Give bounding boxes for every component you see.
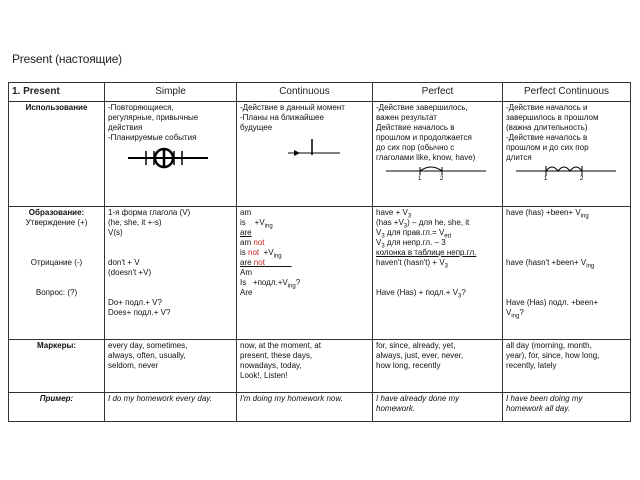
usage-pc-line: (важна длительность) <box>506 123 588 132</box>
marker-line: recently, lately <box>506 361 557 370</box>
header-perfect: Perfect <box>373 83 503 102</box>
formation-label-cell <box>9 207 105 340</box>
formation-simple <box>105 207 237 340</box>
marker-line: present, these days, <box>240 351 313 360</box>
marker-line: always, just, ever, never, <box>376 351 464 360</box>
marker-line: seldom, never <box>108 361 159 370</box>
marker-line: how long, recently <box>376 361 441 370</box>
example-perfect <box>373 393 503 422</box>
question-label: Вопрос: (?) <box>35 288 78 297</box>
form-cont-line: Are <box>240 288 253 297</box>
example-perfect-continuous <box>503 393 631 422</box>
usage-simple-line: -Повторяющиеся, <box>108 103 174 112</box>
markers-simple <box>105 340 237 393</box>
example-simple: I do my homework every day. <box>105 393 237 422</box>
form-perf-line: have + $V_3$ <box>376 208 412 220</box>
usage-perfect-line: Действие началось в <box>376 123 455 132</box>
marker-line: every day, sometimes, <box>108 341 188 350</box>
usage-pc-line: -Действие началось в <box>506 133 588 142</box>
neg-label: Отрицание (-) <box>30 258 83 267</box>
form-cont-line: Am <box>240 268 252 277</box>
markers-row <box>9 340 631 393</box>
marker-line: now, at the moment, at <box>240 341 321 350</box>
usage-continuous-line: -Планы на ближайшее <box>240 113 324 122</box>
example-line: I have been doing my <box>506 394 583 403</box>
form-cont-line: is not $+V_{ing}$ <box>240 248 282 260</box>
usage-continuous-line: -Действие в данный момент <box>240 103 345 112</box>
form-simple-line: don't + V <box>108 258 140 267</box>
usage-label: Использование <box>9 102 105 207</box>
example-continuous: I'm doing my homework now. <box>237 393 373 422</box>
usage-perfect-line: глаголами like, know, have) <box>376 153 476 162</box>
marker-line: Look!, Listen! <box>240 371 288 380</box>
affirm-label: Утверждение (+) <box>25 218 88 227</box>
form-cont-line: is $+V_{ing}$ <box>240 218 273 230</box>
marker-line: always, often, usually, <box>108 351 186 360</box>
marker-line: nowadays, today, <box>240 361 302 370</box>
example-line: I have already done my <box>376 394 460 403</box>
example-line: homework. <box>376 404 416 413</box>
form-cont-line: are not <box>240 258 265 267</box>
usage-simple-line: -Планируемые события <box>108 133 197 142</box>
usage-perfect-line: -Действие завершилось, <box>376 103 468 112</box>
marker-line: year), for, since, how long, <box>506 351 600 360</box>
markers-continuous <box>237 340 373 393</box>
timeline-perfect-continuous-icon <box>506 163 626 181</box>
timeline-now-icon <box>240 137 360 159</box>
example-label: Пример: <box>9 393 105 422</box>
usage-continuous-line: будущее <box>240 123 273 132</box>
example-line: homework all day. <box>506 404 570 413</box>
form-cont-line: are <box>240 228 252 237</box>
formation-perfect-continuous <box>503 207 631 340</box>
grammar-table <box>8 82 631 422</box>
form-pc-line: have (hasn't +been+ $V_{ing}$ <box>506 258 595 270</box>
usage-row <box>9 102 631 207</box>
markers-perfect <box>373 340 503 393</box>
form-perf-line: колонка в таблице непр.гл. <box>376 248 477 257</box>
form-cont-line: am not <box>240 238 265 247</box>
page-title: Present (настоящие) <box>12 52 122 66</box>
pc-t2-label: 2 <box>580 176 584 181</box>
formation-label: Образование: <box>28 208 85 217</box>
form-pc-line: $V_{ing}$? <box>506 308 524 320</box>
form-cont-line: Is $+подл.+V_{ing}$? <box>240 278 301 290</box>
formation-continuous <box>237 207 373 340</box>
header-row <box>9 83 631 102</box>
usage-perfect <box>373 102 503 207</box>
usage-pc-line: завершилось в прошлом <box>506 113 599 122</box>
formation-perfect <box>373 207 503 340</box>
example-row <box>9 393 631 422</box>
usage-pc-line: -Действие началось и <box>506 103 588 112</box>
usage-simple <box>105 102 237 207</box>
usage-simple-line: регулярные, привычные <box>108 113 199 122</box>
form-pc-line: have (has) +been+ $V_{ing}$ <box>506 208 589 220</box>
form-simple-line: V(s) <box>108 228 123 237</box>
form-perf-line: $(has +V_3)$ – для he, she, it <box>376 218 470 230</box>
header-continuous: Continuous <box>237 83 373 102</box>
perfect-t1-label: 1 <box>418 176 422 181</box>
form-pc-line: Have (Has) подл. +been+ <box>506 298 599 307</box>
usage-perfect-continuous <box>503 102 631 207</box>
markers-label: Маркеры: <box>9 340 105 393</box>
usage-simple-line: действия <box>108 123 143 132</box>
form-simple-line: Does+ подл.+ V? <box>108 308 171 317</box>
usage-perfect-line: до сих пор (обычно с <box>376 143 455 152</box>
timeline-repeat-icon <box>108 147 228 169</box>
form-perf-line: $V_3$ для непр.гл. – 3 <box>376 238 446 250</box>
form-perf-line: haven't (hasn't) + $V_3$ <box>376 258 448 270</box>
timeline-perfect-icon <box>376 163 496 181</box>
usage-pc-line: длится <box>506 153 532 162</box>
usage-continuous <box>237 102 373 207</box>
marker-line: all day (morning, month, <box>506 341 592 350</box>
usage-perfect-line: важен результат <box>376 113 437 122</box>
header-simple: Simple <box>105 83 237 102</box>
markers-perfect-continuous <box>503 340 631 393</box>
form-simple-line: 1-я форма глагола (V) <box>108 208 191 217</box>
usage-pc-line: прошлом и до сих пор <box>506 143 589 152</box>
marker-line: for, since, already, yet, <box>376 341 456 350</box>
form-cont-line: am <box>240 208 252 217</box>
form-perf-line: Have (Has) + подл.+ $V_3$? <box>376 288 466 300</box>
usage-perfect-line: прошлом и продолжается <box>376 133 472 142</box>
form-simple-line: (doesn't +V) <box>108 268 152 277</box>
formation-row <box>9 207 631 340</box>
perfect-t2-label: 2 <box>440 176 444 181</box>
form-simple-line: (he, she, it +-s) <box>108 218 162 227</box>
header-perfect-continuous: Perfect Continuous <box>503 83 631 102</box>
header-corner: 1. Present <box>9 83 105 102</box>
pc-t1-label: 1 <box>544 176 548 181</box>
form-simple-line: Do+ подл.+ V? <box>108 298 162 307</box>
form-perf-line: $V_3$ для прав.гл.= $V_{ed}$ <box>376 228 452 240</box>
